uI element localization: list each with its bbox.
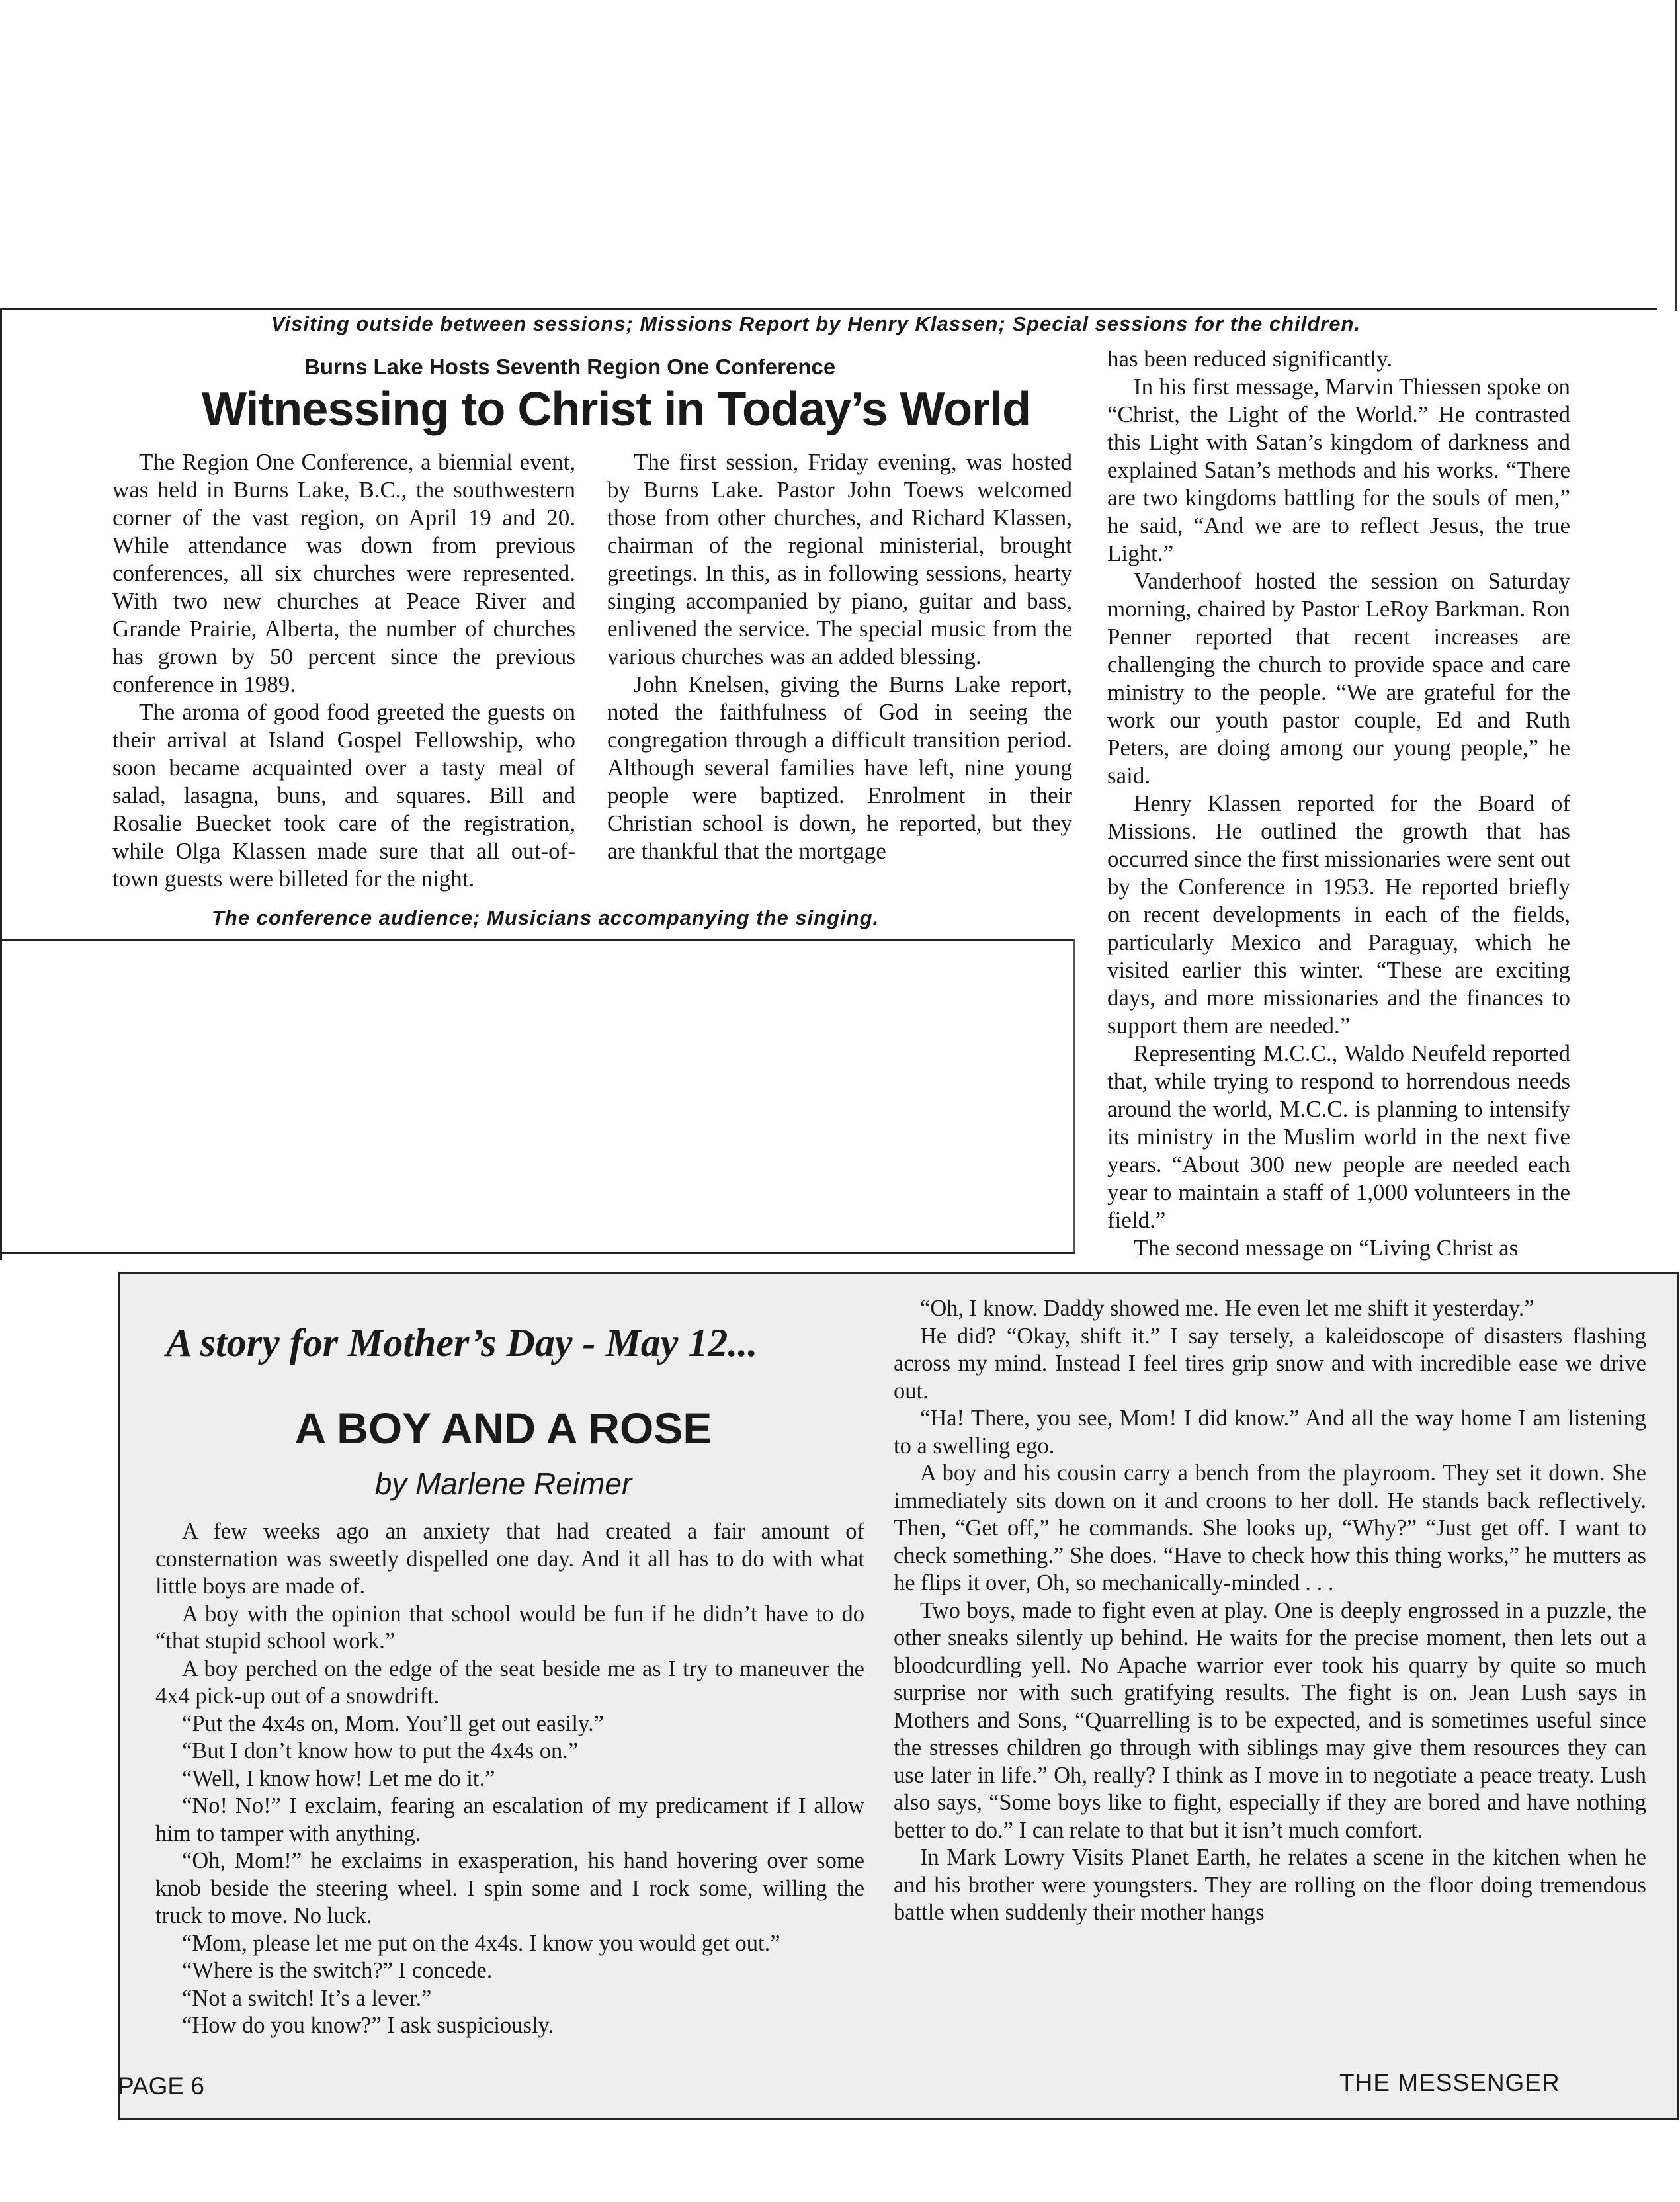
photo-box-top-rule (0, 939, 1075, 941)
paragraph: The second message on “Living Christ as (1134, 1235, 1519, 1261)
conference-column-2 (607, 448, 1072, 865)
paragraph: “But I don’t know how to put the 4x4s on.” (182, 1738, 579, 1763)
paragraph: A boy and his cousin carry a bench from the playroom. They set it down. She immediately sits down on it and croons to her doll. He stands back reflectively. Then, “Get off,” he commands. She looks up, “Why?” “Just get off. I want to check something.” She does. “Have to check how this thing works,” he mutters as he flips it over, Oh, so mechanically-minded . . . (894, 1461, 1646, 1595)
top-photo-caption: Visiting outside between sessions; Missions Report by Henry Klassen; Special sessions for the children. (271, 312, 1361, 335)
paragraph: “Put the 4x4s on, Mom. You’ll get out easily.” (182, 1711, 604, 1736)
mothers-day-story-box (118, 1272, 1679, 2120)
paragraph: “Where is the switch?” I concede. (182, 1958, 493, 1983)
story-title: A BOY AND A ROSE (294, 1404, 712, 1453)
paragraph: A boy perched on the edge of the seat beside me as I try to maneuver the 4x4 pick-up out of a snowdrift. (155, 1656, 864, 1709)
paragraph: In Mark Lowry Visits Planet Earth, he relates a scene in the kitchen when he and his brother were youngsters. They are rolling on the floor doing tremendous battle when suddenly their mother hangs (894, 1845, 1646, 1925)
paragraph: has been reduced significantly. (1107, 346, 1393, 372)
paragraph: A boy with the opinion that school would be fun if he didn’t have to do “that stupid school work.” (155, 1601, 864, 1654)
story-tagline: A story for Mother’s Day - May 12... (166, 1321, 758, 1365)
paragraph: John Knelsen, giving the Burns Lake report, noted the faithfulness of God in seeing the congregation through a difficult transition period. Although several families have left, nine young people were baptized. Enrolment in their Christian school is down, he reported, but they are thankful that the mortgage (607, 671, 1072, 864)
photo-frame-right-edge (1675, 0, 1677, 311)
conference-column-1 (112, 448, 575, 893)
paragraph: In his first message, Marvin Thiessen spoke on “Christ, the Light of the World.” He contrasted this Light with Satan’s kingdom of darkness and explained Satan’s methods and his works. “There are two kingdoms battling for the souls of men,” he said, “And we are to reflect Jesus, the true Light.” (1107, 374, 1570, 566)
publication-name: THE MESSENGER (1339, 2069, 1560, 2096)
paragraph: “No! No!” I exclaim, fearing an escalation of my predicament if I allow him to tamper with anything. (155, 1793, 864, 1846)
photo-box-bottom-rule (0, 1252, 1075, 1254)
paragraph: “Ha! There, you see, Mom! I did know.” And all the way home I am listening to a swelling ego. (894, 1406, 1646, 1459)
paragraph: “Mom, please let me put on the 4x4s. I know you would get out.” (182, 1930, 780, 1956)
top-rule (0, 308, 1657, 310)
bottom-photo-caption: The conference audience; Musicians accompanying the singing. (212, 906, 880, 929)
paragraph: “Oh, I know. Daddy showed me. He even let me shift it yesterday.” (920, 1296, 1534, 1321)
paragraph: Two boys, made to fight even at play. One is deeply engrossed in a puzzle, the other sneaks silently up behind. He waits for the precise moment, then lets out a bloodcurdling yell. No Apache warrior ever took his quarry by quite so much surprise nor with such gratifying results. The fight is on. Jean Lush says in Mothers and Sons, “Quarrelling is to be expected, and is sometimes useful since the stresses children go through with siblings may give them resources they can use later in life.” Oh, really? I think as I move in to negotiate a peace treaty. Lush also says, “Some boys like to fight, especially if they are bored and have nothing better to do.” I can relate to that but it isn’t much comfort. (894, 1597, 1646, 1843)
paragraph: Representing M.C.C., Waldo Neufeld reported that, while trying to respond to horrendous needs around the world, M.C.C. is planning to intensify its ministry in the Muslim world in the next five years. “About 300 new people are needed each year to maintain a staff of 1,000 volunteers in the field.” (1107, 1040, 1570, 1233)
article-headline: Witnessing to Christ in Today’s World (202, 383, 1031, 436)
paragraph: “Not a switch! It’s a lever.” (182, 1985, 432, 2011)
paragraph: “Well, I know how! Let me do it.” (182, 1765, 495, 1791)
paragraph: The first session, Friday evening, was hosted by Burns Lake. Pastor John Toews welcomed those from other churches, and Richard Klassen, chairman of the regional ministerial, brought greetings. In this, as in following sessions, hearty singing accompanied by piano, guitar and bass, enlivened the service. The special music from the various churches was an added blessing. (607, 449, 1072, 669)
photo-frame-left-edge (0, 308, 2, 1260)
paragraph: Vanderhoof hosted the session on Saturday morning, chaired by Pastor LeRoy Barkman. Ron Penner reported that recent increases are challenging the church to provide space and care ministry to the people. “We are grateful for the work our youth pastor couple, Ed and Ruth Peters, are doing among our young people,” he said. (1107, 568, 1570, 788)
photo-box-right-edge (1073, 939, 1075, 1253)
paragraph: He did? “Okay, shift it.” I say tersely, a kaleidoscope of disasters flashing across my mind. Instead I feel tires grip snow and with incredible ease we drive out. (894, 1323, 1646, 1404)
paragraph: “How do you know?” I ask suspiciously. (182, 2013, 554, 2038)
page-number: PAGE 6 (118, 2072, 204, 2099)
paragraph: The Region One Conference, a biennial event, was held in Burns Lake, B.C., the southwestern corner of the vast region, on April 19 and 20. While attendance was down from previous conferences, all six churches were represented. With two new churches at Peace River and Grande Prairie, Alberta, the number of churches has grown by 50 percent since the previous conference in 1989. (112, 449, 575, 697)
paragraph: A few weeks ago an anxiety that had created a fair amount of consternation was sweetly dispelled one day. And it all has to do with what little boys are made of. (155, 1519, 864, 1599)
story-right-column (894, 1295, 1646, 1927)
paragraph: “Oh, Mom!” he exclaims in exasperation, his hand hovering over some knob beside the steering wheel. I spin some and I rock some, willing the truck to move. No luck. (155, 1848, 864, 1928)
article-kicker: Burns Lake Hosts Seventh Region One Conference (304, 355, 836, 379)
paragraph: The aroma of good food greeted the guests on their arrival at Island Gospel Fellowship, who soon became acquainted over a tasty meal of salad, lasagna, buns, and squares. Bill and Rosalie Buecket took care of the registration, while Olga Klassen made sure that all out-of-town guests were billeted for the night. (112, 699, 575, 892)
story-left-column (155, 1518, 864, 2040)
conference-column-3 (1107, 345, 1570, 1262)
paragraph: Henry Klassen reported for the Board of Missions. He outlined the growth that has occurred since the first missionaries were sent out by the Conference in 1953. He reported briefly on recent developments in each of the fields, particularly Mexico and Paraguay, which he visited earlier this winter. “These are exciting days, and more missionaries and the finances to support them are needed.” (1107, 790, 1570, 1038)
story-byline: by Marlene Reimer (374, 1466, 632, 1501)
